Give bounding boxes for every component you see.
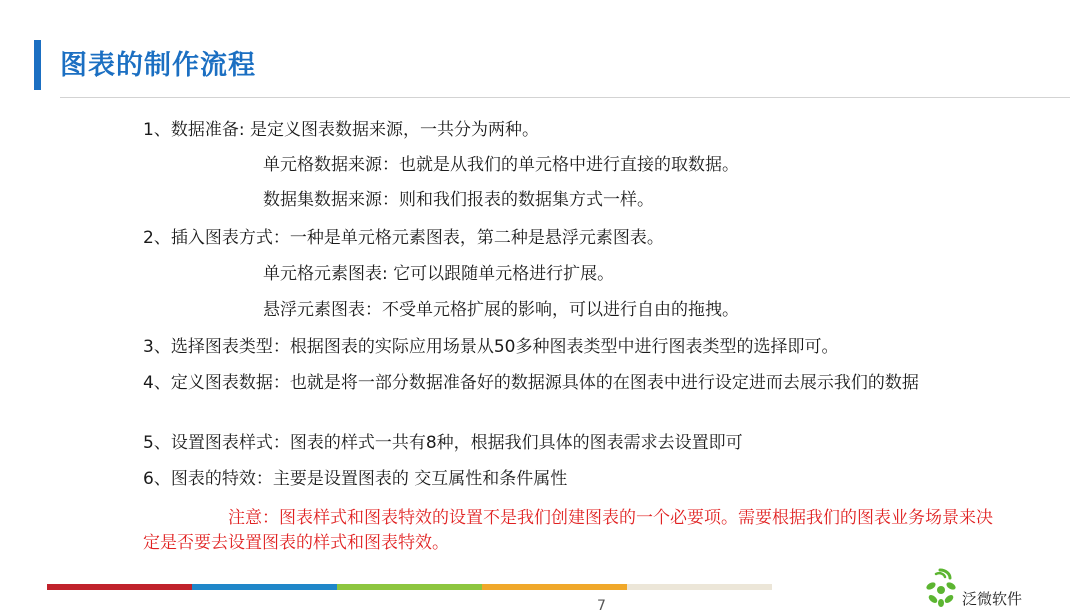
title-divider: [60, 97, 1070, 98]
footer-color-stripe: [47, 584, 772, 590]
stripe-green: [337, 584, 482, 590]
list-item-1-sub-1: 单元格数据来源：也就是从我们的单元格中进行直接的取数据。: [263, 155, 739, 175]
list-item-2-sub-1: 单元格元素图表: 它可以跟随单元格进行扩展。: [263, 264, 615, 284]
page-number: 7: [597, 598, 606, 614]
list-item-4: 4、定义图表数据：也就是将一部分数据准备好的数据源具体的在图表中进行设定进而去展示我们的数据: [143, 373, 919, 393]
list-item-2-sub-2: 悬浮元素图表：不受单元格扩展的影响，可以进行自由的拖拽。: [263, 300, 739, 320]
note-text: 注意：图表样式和图表特效的设置不是我们创建图表的一个必要项。需要根据我们的图表业务场景来决定是否要去设置图表的样式和图表特效。: [143, 508, 993, 553]
stripe-blue: [192, 584, 337, 590]
stripe-beige: [627, 584, 772, 590]
list-item-5: 5、设置图表样式：图表的样式一共有8种，根据我们具体的图表需求去设置即可: [143, 433, 743, 453]
list-item-1-sub-2: 数据集数据来源：则和我们报表的数据集方式一样。: [263, 190, 654, 210]
stripe-orange: [482, 584, 627, 590]
list-item-6: 6、图表的特效：主要是设置图表的 交互属性和条件属性: [143, 469, 568, 489]
title-accent-bar: [34, 40, 41, 90]
list-item-3: 3、选择图表类型：根据图表的实际应用场景从50多种图表类型中进行图表类型的选择即可。: [143, 337, 839, 357]
company-logo: [922, 568, 1062, 608]
list-item-2: 2、插入图表方式：一种是单元格元素图表，第二种是悬浮元素图表。: [143, 228, 664, 248]
list-item-1: 1、数据准备: 是定义图表数据来源，一共分为两种。: [143, 120, 539, 140]
page-title: 图表的制作流程: [60, 50, 256, 81]
logo-text: 泛微软件: [962, 590, 1023, 608]
stripe-red: [47, 584, 192, 590]
leaf-logo-icon: [922, 568, 960, 608]
